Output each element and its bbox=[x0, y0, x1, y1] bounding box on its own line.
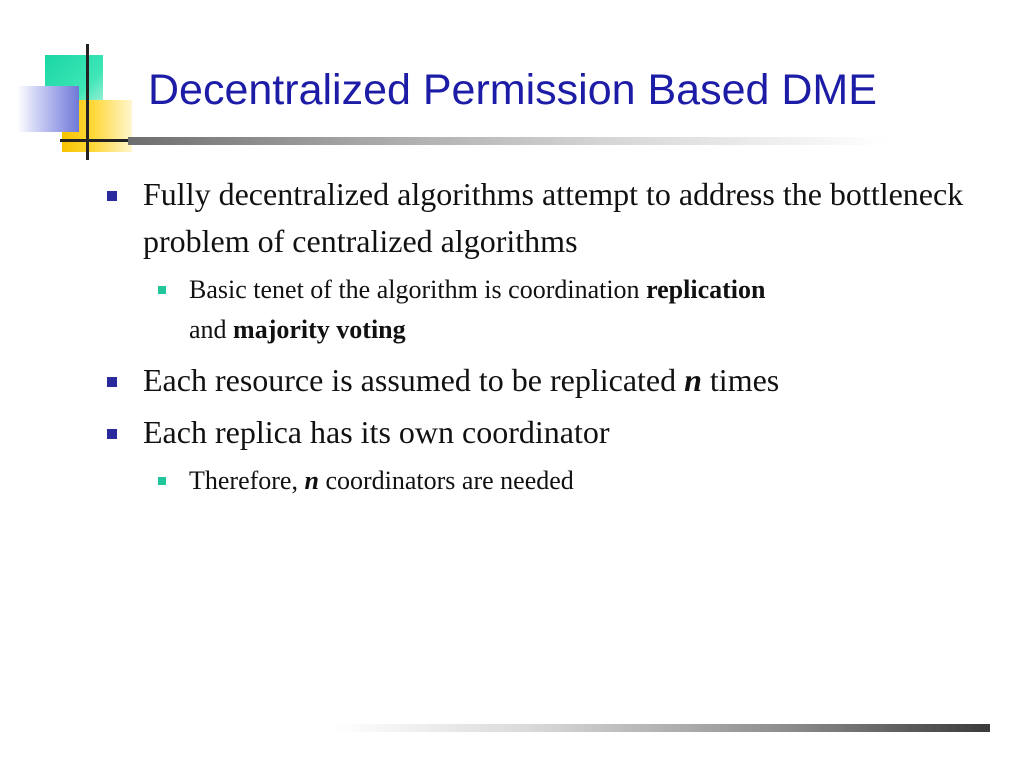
sub-bullet-marker bbox=[158, 286, 166, 294]
bottom-decorative-rule bbox=[335, 724, 990, 732]
bullet-item-1 bbox=[143, 171, 1003, 265]
sub-bullet-text-a: Basic tenet of the algorithm is coordination bbox=[189, 275, 647, 304]
sub-bullet-text-b: and bbox=[189, 315, 234, 344]
logo-vertical-line bbox=[86, 44, 89, 160]
bullet-item-2 bbox=[143, 357, 1003, 404]
bullet-item-3 bbox=[143, 409, 1003, 456]
bullet-marker bbox=[107, 377, 117, 387]
bullet-text-b: times bbox=[701, 362, 780, 398]
sub-bullet-item-3 bbox=[189, 461, 979, 501]
sub-bullet-italic-variable: n bbox=[304, 466, 319, 495]
sub-bullet-text-a: Therefore, bbox=[189, 466, 305, 495]
sub-bullet-text-b: coordinators are needed bbox=[318, 466, 574, 495]
bullet-text-a: Each resource is assumed to be replicated bbox=[143, 362, 685, 398]
sub-bullet-marker bbox=[158, 477, 166, 485]
sub-bullet-bold-majority-voting: majority voting bbox=[233, 315, 406, 344]
bullet-marker bbox=[107, 191, 117, 201]
sub-bullet-item-1 bbox=[189, 270, 979, 350]
title-underline-rule bbox=[128, 137, 888, 145]
sub-bullet-bold-replication: replication bbox=[646, 275, 766, 304]
logo-blue-square bbox=[17, 86, 79, 132]
bullet-italic-variable: n bbox=[684, 362, 702, 398]
bullet-text: Each replica has its own coordinator bbox=[143, 414, 610, 450]
bullet-marker bbox=[107, 429, 117, 439]
slide-title: Decentralized Permission Based DME bbox=[148, 66, 877, 114]
bullet-text: Fully decentralized algorithms attempt to address the bottleneck problem of centralized algorithms bbox=[143, 176, 964, 259]
